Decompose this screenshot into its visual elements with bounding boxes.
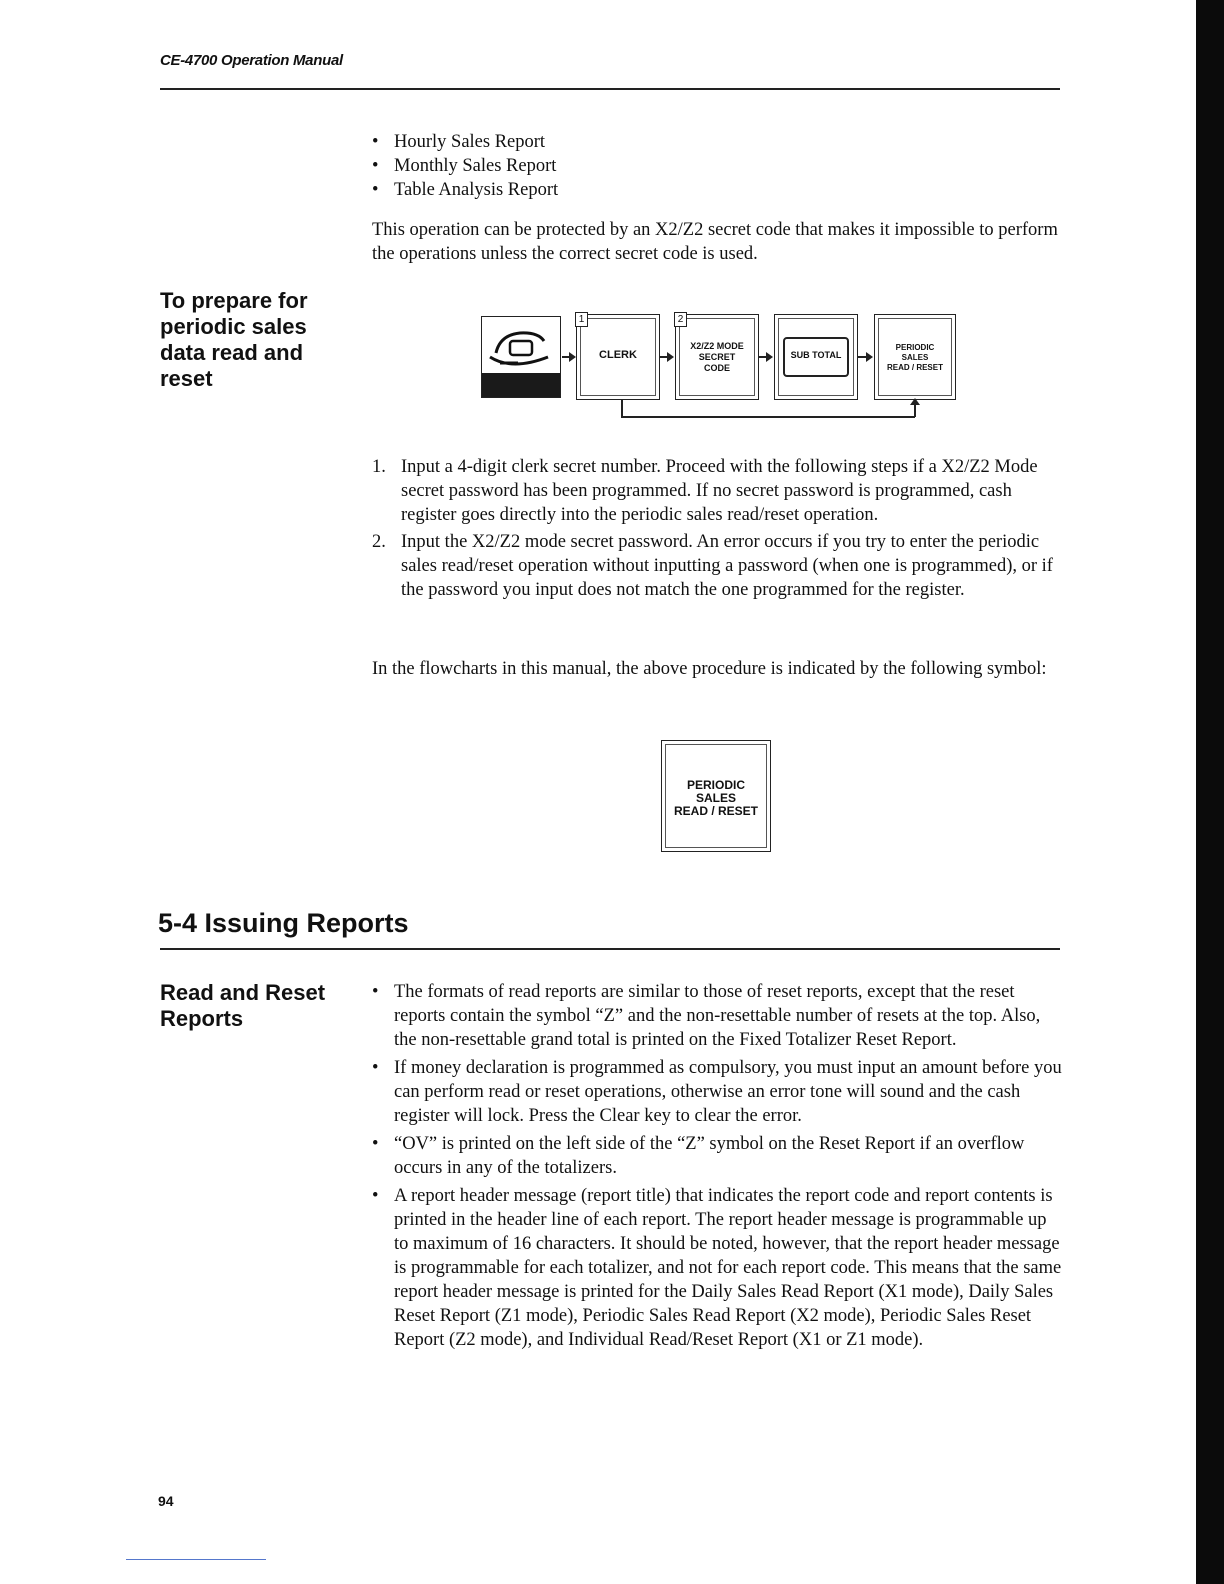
procedure-steps <box>372 455 1062 605</box>
bypass-arrowhead <box>910 398 920 405</box>
list-item: • A report header message (report title) that indicates the report code and report contents is printed in the header line of each report. The report header message is programmable up to maximum of 16 characters. It should be noted, however, that the report header message is programmable for each totalizer, and not for each report code. This means that the same report header message is printed for the Daily Sales Read Report (X1 mode), Daily Sales Reset Report (Z1 mode), Periodic Sales Read Report (X2 mode), Periodic Sales Reset Report (Z2 mode), and Individual Read/Reset Report (X1 or Z1 mode). <box>372 1184 1062 1352</box>
list-item: • “OV” is printed on the left side of the “Z” symbol on the Reset Report if an overflow occurs in any of the totalizers. <box>372 1132 1062 1180</box>
flowchart-note: In the flowcharts in this manual, the above procedure is indicated by the following symbol: <box>372 659 1047 679</box>
footer-line <box>126 1559 266 1560</box>
side-heading-prepare: To prepare for periodic sales data read and reset <box>160 288 308 391</box>
periodic-sales-key: PERIODIC SALES READ / RESET <box>874 314 956 400</box>
section-rule <box>160 948 1060 950</box>
flow-arrow <box>759 356 771 358</box>
side-heading-reports: Read and Reset Reports <box>160 980 326 1031</box>
flow-arrow <box>858 356 871 358</box>
step-badge-1: 1 <box>575 312 588 327</box>
list-item: • Hourly Sales Report <box>372 130 558 154</box>
list-item: 1. Input a 4-digit clerk secret number. Proceed with the following steps if a X2/Z2 Mode secret password has been programmed. If no secret password is programmed, cash register goes directly into the periodic sales read/reset operation. <box>372 457 1038 525</box>
report-type-list <box>372 130 558 202</box>
protect-paragraph: This operation can be protected by an X2/Z2 secret code that makes it impossible to perform the operations unless the correct secret code is used. <box>372 220 1058 264</box>
header-rule <box>160 88 1060 90</box>
list-item: • Monthly Sales Report <box>372 154 558 178</box>
list-item: • Table Analysis Report <box>372 178 558 202</box>
secret-code-key: X2/Z2 MODE SECRET CODE <box>675 314 759 400</box>
page-number: 94 <box>158 1493 174 1509</box>
subtotal-key: SUB TOTAL <box>774 314 858 400</box>
list-item: • If money declaration is programmed as compulsory, you must input an amount before you can perform read or reset operations, otherwise an error tone will sound and the cash register will lock. Press the Clear key to clear the error. <box>372 1056 1062 1128</box>
flow-arrow <box>562 356 574 358</box>
mode-key-icon <box>481 316 561 398</box>
bypass-line <box>621 400 623 417</box>
clerk-key: CLERK <box>576 314 660 400</box>
report-notes-list <box>372 980 1062 1352</box>
list-item: 2. Input the X2/Z2 mode secret password. An error occurs if you try to enter the periodic sales read/reset operation without inputting a password (when one is programmed), or if the password you input does not match the one programmed for the register. <box>372 532 1053 600</box>
running-header: CE-4700 Operation Manual <box>160 52 343 69</box>
periodic-sales-symbol: PERIODIC SALES READ / RESET <box>661 740 771 852</box>
bypass-line <box>621 416 915 418</box>
key-switch-icon <box>482 317 560 397</box>
scan-edge-shadow <box>1196 0 1224 1584</box>
step-badge-2: 2 <box>674 312 687 327</box>
flow-arrow <box>660 356 672 358</box>
procedure-flowchart <box>478 310 958 430</box>
section-title: 5-4 Issuing Reports <box>158 908 409 938</box>
list-item: • The formats of read reports are similar to those of reset reports, except that the reset reports contain the symbol “Z” and the non-resettable number of resets at the top. Also, the non-resettable grand total is printed on the Fixed Totalizer Reset Report. <box>372 980 1062 1052</box>
